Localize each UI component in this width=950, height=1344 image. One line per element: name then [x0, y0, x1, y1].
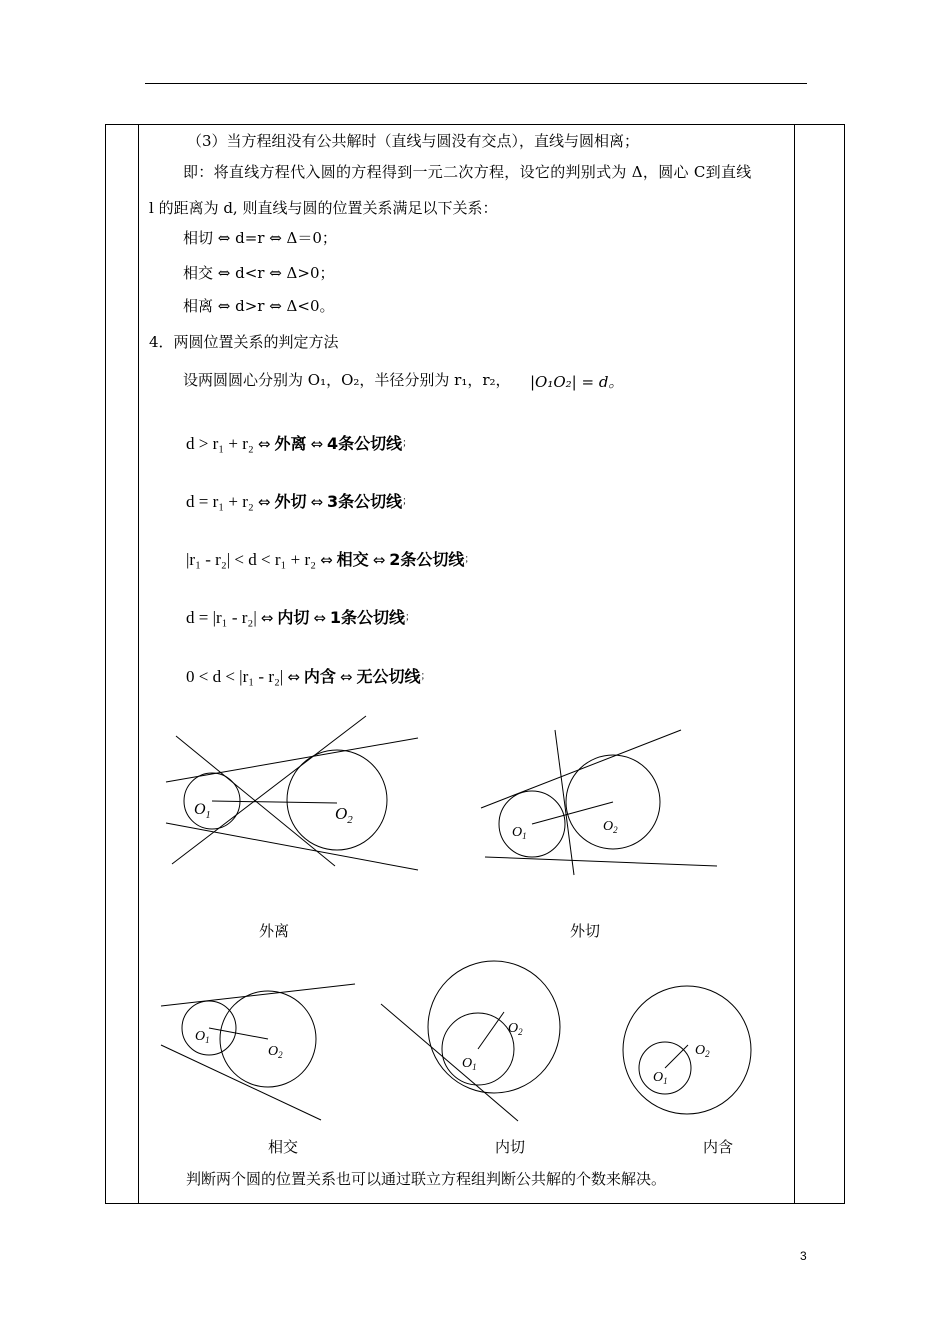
- formula-relation: 内切: [277, 608, 310, 627]
- iff-symbol: ⇔: [339, 668, 353, 686]
- formula-relation: 内含: [303, 667, 336, 686]
- figure-intersect-circles: [155, 980, 365, 1125]
- iff-symbol: ⇔: [310, 435, 324, 453]
- relation-intersect: 相交 ⇔ d<r ⇔ Δ>0；: [183, 264, 335, 282]
- iff-symbol: ⇔: [257, 435, 271, 453]
- label-o1: $O_1$: [512, 825, 527, 841]
- formula-end: ；: [464, 554, 475, 565]
- label-o1: $O_1$: [195, 1029, 210, 1045]
- caption-internal-tangent: 内切: [495, 1138, 526, 1156]
- formula-contain: [186, 665, 431, 689]
- formula-tangents: 4条公切线: [327, 434, 403, 453]
- formula-relation: 外切: [274, 492, 307, 511]
- caption-contain: 内含: [703, 1138, 734, 1156]
- setup-text: 设两圆圆心分别为 O₁，O₂，半径分别为 r₁，r₂，: [183, 371, 511, 389]
- right-column-divider: [794, 125, 795, 1203]
- section-heading-4: 4．两圆位置关系的判定方法: [149, 333, 339, 351]
- formula-end: ；: [420, 671, 431, 682]
- label-o2: $O_2$: [508, 1021, 523, 1037]
- relation-separate: 相离 ⇔ d>r ⇔ Δ<0。: [183, 297, 335, 315]
- formula-end: ；: [402, 438, 413, 449]
- formula-relation: 外离: [274, 434, 307, 453]
- setup-formula: |O₁O₂| = d。: [530, 373, 624, 391]
- formula-tangents: 无公切线: [356, 667, 421, 686]
- label-o1: $O_1$: [653, 1070, 668, 1086]
- figure-external-tangent-circles: [475, 720, 725, 880]
- formula-tangents: 3条公切线: [327, 492, 403, 511]
- caption-external-tangent: 外切: [570, 922, 601, 940]
- formula-math: |r₁ - r₂| < d < r₁ + r₂: [186, 550, 317, 569]
- caption-intersect: 相交: [268, 1138, 299, 1156]
- figure-contain-circles: [615, 980, 765, 1120]
- figure-internal-tangent-circles: [378, 960, 568, 1125]
- header-rule: [145, 83, 807, 84]
- formula-intersect: [186, 548, 474, 572]
- iff-symbol: ⇔: [287, 668, 300, 686]
- formula-separate: [186, 432, 412, 456]
- label-o2: $O_2$: [335, 804, 353, 826]
- label-o1: $O_1$: [462, 1056, 477, 1072]
- iff-symbol: ⇔: [313, 609, 326, 627]
- label-o2: $O_2$: [695, 1043, 710, 1059]
- formula-math: d = r₁ + r₂: [186, 492, 254, 511]
- closing-paragraph: 判断两个圆的位置关系也可以通过联立方程组判断公共解的个数来解决。: [186, 1170, 667, 1188]
- figure-separate-circles: [160, 710, 430, 890]
- relation-tangent: 相切 ⇔ d=r ⇔ Δ＝0；: [183, 229, 337, 247]
- iff-symbol: ⇔: [257, 493, 271, 511]
- page-number: 3: [800, 1249, 807, 1263]
- formula-tangents: 1条公切线: [329, 608, 406, 627]
- formula-end: ；: [405, 612, 416, 623]
- paragraph-case-3: （3）当方程组没有公共解时（直线与圆没有交点），直线与圆相离；: [187, 132, 640, 150]
- paragraph-method-b: l 的距离为 d, 则直线与圆的位置关系满足以下关系：: [149, 199, 498, 217]
- formula-end: ；: [402, 496, 413, 507]
- label-o1: $O_1$: [194, 801, 211, 821]
- label-o2: $O_2$: [603, 819, 618, 835]
- formula-math: d = |r₁ - r₂|: [186, 608, 257, 627]
- formula-relation: 相交: [336, 550, 369, 569]
- formula-math: d > r₁ + r₂: [186, 434, 254, 453]
- formula-tangents: 2条公切线: [389, 550, 465, 569]
- paragraph-method-a: 即：将直线方程代入圆的方程得到一元二次方程，设它的判别式为 Δ，圆心 C到直线: [183, 163, 752, 181]
- formula-math: 0 < d < |r₁ - r₂|: [186, 667, 284, 686]
- iff-symbol: ⇔: [260, 609, 274, 627]
- iff-symbol: ⇔: [372, 551, 386, 569]
- iff-symbol: ⇔: [320, 551, 333, 569]
- formula-external-tangent: [186, 490, 412, 514]
- iff-symbol: ⇔: [310, 493, 324, 511]
- formula-internal-tangent: [186, 606, 415, 630]
- caption-separate: 外离: [259, 922, 290, 940]
- label-o2: $O_2$: [268, 1044, 283, 1060]
- left-column-divider: [138, 125, 139, 1203]
